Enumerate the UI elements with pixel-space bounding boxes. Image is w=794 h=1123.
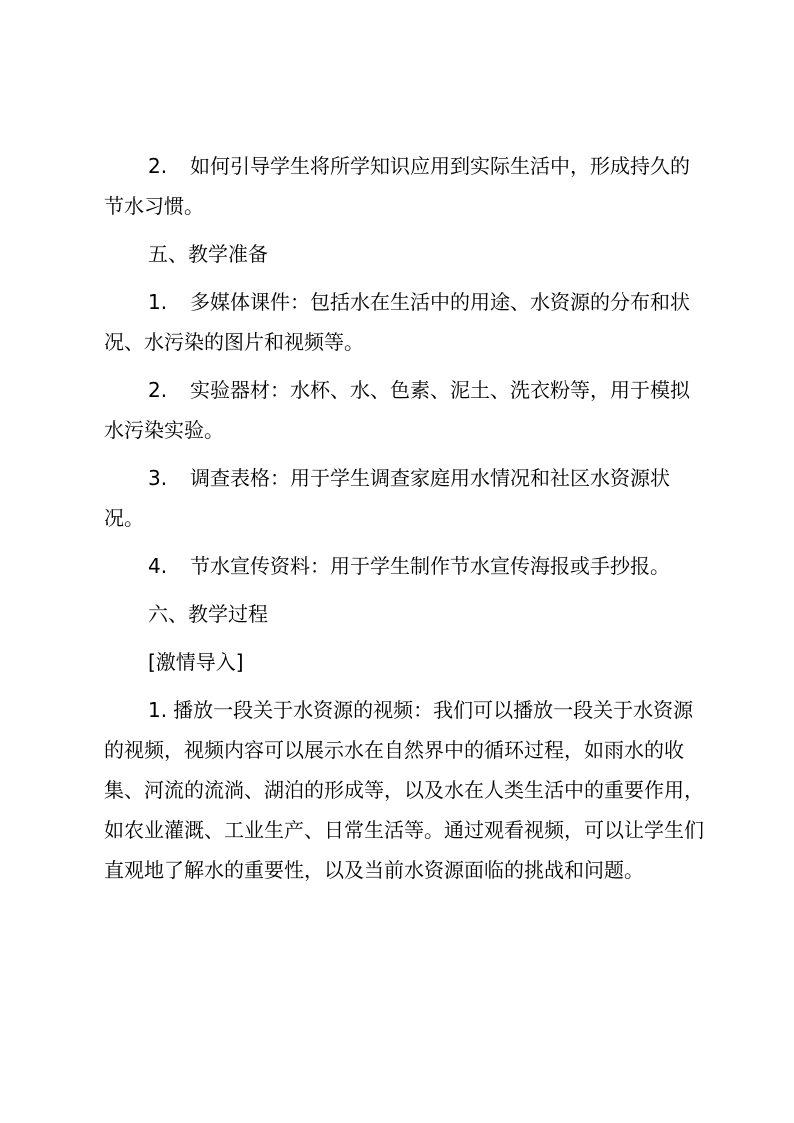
subheading-intro (104, 642, 704, 682)
paragraph-prep-2 (104, 370, 704, 450)
paragraph-intro-1 (104, 690, 704, 890)
list-number: 3. (148, 466, 168, 490)
paragraph-text: 播放一段关于水资源的视频：我们可以播放一段关于水资源的视频，视频内容可以展示水在自然界中的循环过程，如雨水的收集、河流的流淌、湖泊的形成等，以及水在人类生活中的重要作用，如农业灌溉、工业生产、日常生活等。通过观看视频，可以让学生们直观地了解水的重要性，以及当前水资源面临的挑战和问题。 (104, 698, 704, 882)
heading-text: 五、教学准备 (148, 242, 268, 266)
subheading-text: [激情导入] (148, 650, 244, 674)
paragraph-key-point-2 (104, 146, 704, 226)
heading-text: 六、教学过程 (148, 602, 268, 626)
paragraph-text: 如何引导学生将所学知识应用到实际生活中，形成持久的节水习惯。 (104, 154, 690, 218)
document-body (104, 146, 704, 898)
list-number: 4. (148, 554, 168, 578)
list-number: 1. (148, 698, 168, 722)
paragraph-text: 节水宣传资料：用于学生制作节水宣传海报或手抄报。 (190, 554, 670, 578)
list-number: 2. (148, 154, 168, 178)
paragraph-text: 实验器材：水杯、水、色素、泥土、洗衣粉等，用于模拟水污染实验。 (104, 378, 690, 442)
paragraph-text: 调查表格：用于学生调查家庭用水情况和社区水资源状况。 (104, 466, 670, 530)
section-heading-process (104, 594, 704, 634)
list-number: 1. (148, 290, 168, 314)
paragraph-prep-4 (104, 546, 704, 586)
paragraph-prep-3 (104, 458, 704, 538)
paragraph-prep-1 (104, 282, 704, 362)
section-heading-preparation (104, 234, 704, 274)
paragraph-text: 多媒体课件：包括水在生活中的用途、水资源的分布和状况、水污染的图片和视频等。 (104, 290, 690, 354)
list-number: 2. (148, 378, 168, 402)
